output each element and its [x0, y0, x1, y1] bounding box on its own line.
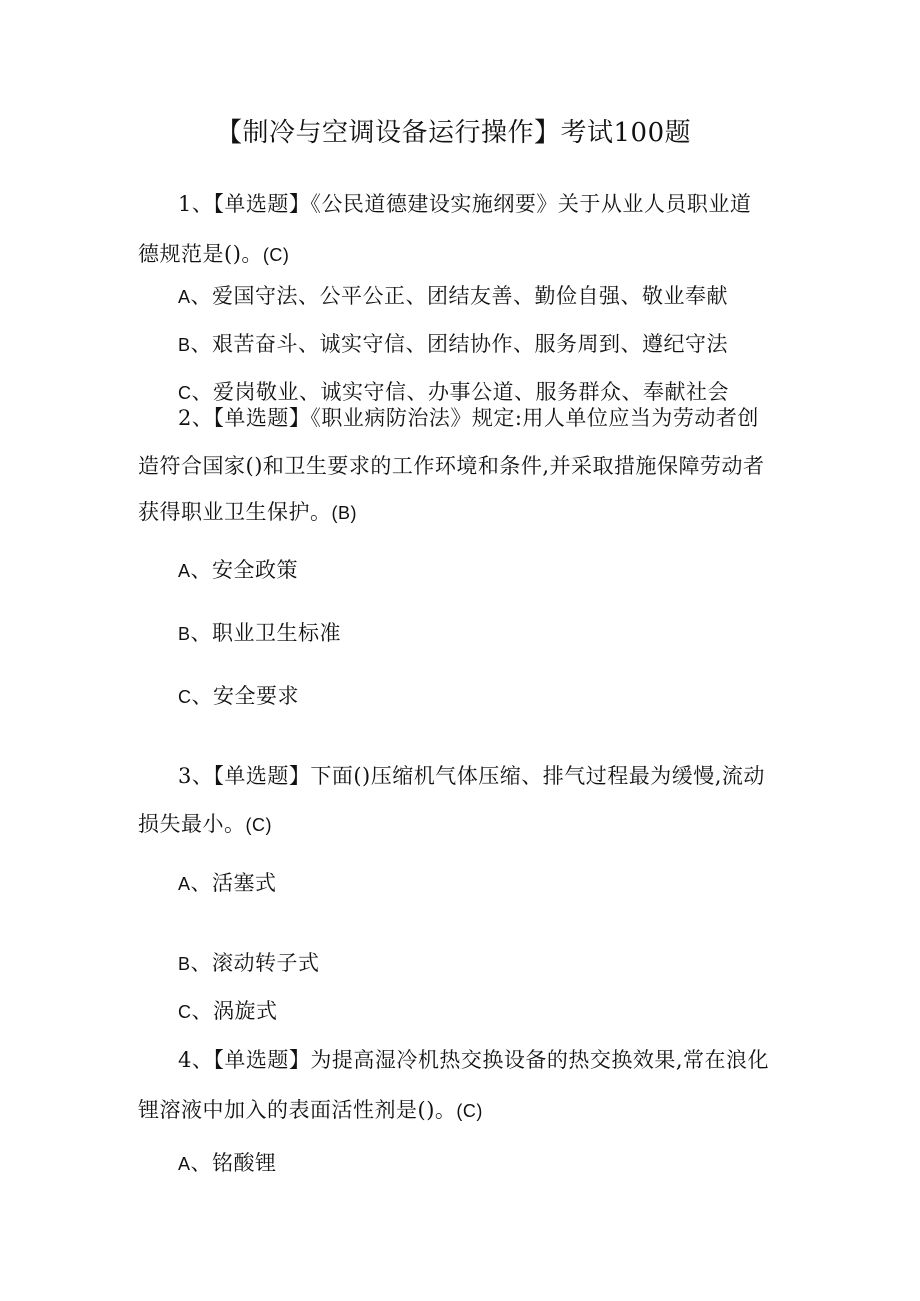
question-4-option-a	[178, 1149, 277, 1178]
question-2-option-c	[178, 682, 299, 711]
option-letter: A	[178, 287, 191, 307]
question-4-stem-line-1: 4、【单选题】为提高湿冷机热交换设备的热交换效果,常在浪化	[178, 1048, 770, 1072]
option-text: 、爱岗敬业、诚实守信、办事公道、服务群众、奉献社会	[191, 380, 729, 404]
question-4-stem-text: 锂溶液中加入的表面活性剂是()。	[138, 1098, 457, 1122]
option-text: 、涡旋式	[191, 999, 278, 1023]
question-1-stem-line-1: 1、【单选题】《公民道德建设实施纲要》关于从业人员职业道	[178, 192, 752, 216]
question-4-stem-line-2	[138, 1096, 483, 1125]
option-letter: C	[178, 687, 192, 707]
option-letter: B	[178, 624, 191, 644]
question-2-stem-line-2: 造符合国家()和卫生要求的工作环境和条件,并采取措施保障劳动者	[138, 454, 765, 478]
question-3-option-b	[178, 949, 320, 978]
option-letter: B	[178, 335, 191, 355]
question-1-option-a	[178, 282, 728, 311]
question-3-answer: (C)	[245, 815, 272, 835]
question-2-stem-line-1: 2、【单选题】《职业病防治法》规定:用人单位应当为劳动者创	[178, 406, 759, 430]
question-4-answer: (C)	[456, 1101, 483, 1121]
question-1-stem-line-2	[138, 240, 289, 269]
question-2-option-a	[178, 556, 298, 585]
option-letter: C	[178, 1002, 192, 1022]
question-1-stem-text: 德规范是()。	[138, 242, 263, 266]
question-2-stem-text: 获得职业卫生保护。	[138, 500, 332, 524]
option-text: 、爱国守法、公平公正、团结友善、勤俭自强、敬业奉献	[190, 284, 729, 308]
question-2-answer: (B)	[331, 503, 357, 523]
question-1-option-c	[178, 378, 729, 407]
question-3-stem-line-1: 3、【单选题】下面()压缩机气体压缩、排气过程最为缓慢,流动	[178, 764, 765, 788]
question-3-stem-line-2	[138, 810, 272, 839]
option-text: 、职业卫生标准	[190, 621, 342, 645]
option-letter: A	[178, 1154, 191, 1174]
option-text: 、艰苦奋斗、诚实守信、团结协作、服务周到、遵纪守法	[190, 332, 729, 356]
document-title: 【制冷与空调设备运行操作】考试100题	[216, 118, 692, 148]
option-text: 、活塞式	[190, 871, 277, 895]
option-text: 、安全政策	[190, 558, 299, 582]
question-3-stem-text: 损失最小。	[138, 812, 246, 836]
option-letter: A	[178, 561, 191, 581]
option-text: 、铭酸锂	[190, 1151, 277, 1175]
question-2-option-b	[178, 619, 341, 648]
question-2-stem-line-3	[138, 498, 357, 527]
option-letter: A	[178, 874, 191, 894]
option-letter: C	[178, 383, 192, 403]
option-text: 、滚动转子式	[190, 951, 320, 975]
question-1-answer: (C)	[262, 245, 290, 265]
option-letter: B	[178, 954, 191, 974]
option-text: 、安全要求	[191, 684, 299, 708]
question-1-option-b	[178, 330, 728, 359]
question-3-option-a	[178, 869, 277, 898]
question-3-option-c	[178, 997, 278, 1026]
